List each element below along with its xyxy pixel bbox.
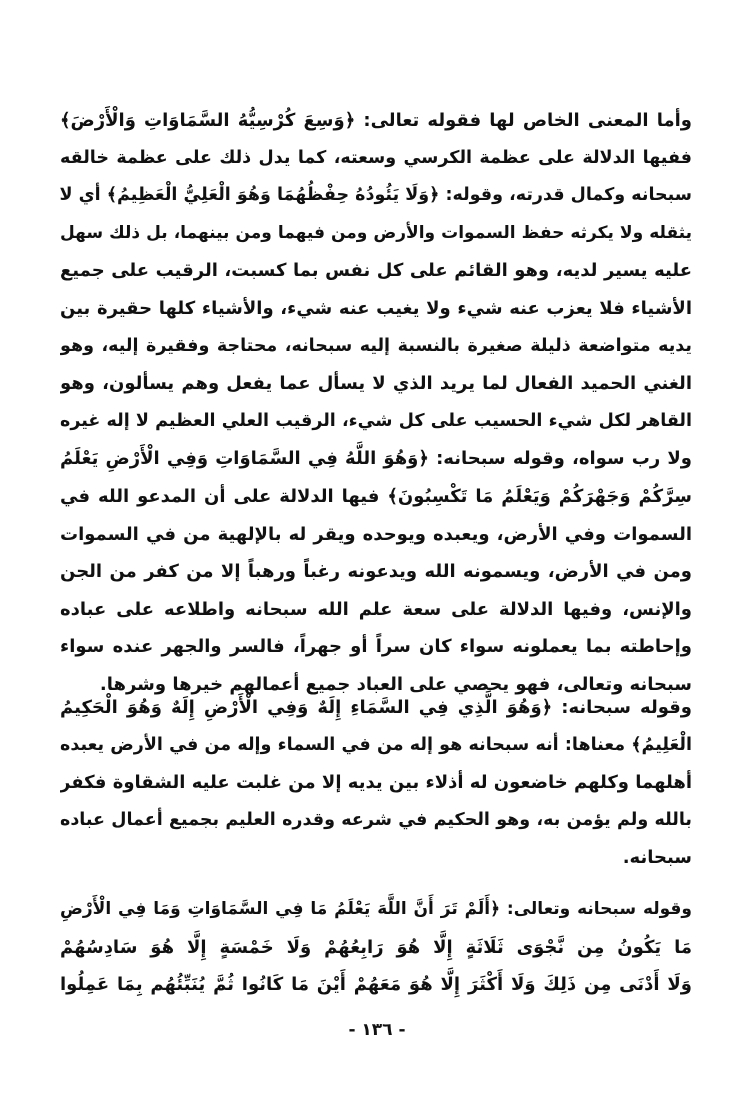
text-line: الْعَلِيمُ﴾ معناها: أنه سبحانه هو إله من في السماء وإله من في الأرض يعبده (60, 734, 692, 755)
paragraph-1 (60, 102, 692, 704)
text-line: ولا رب سواه، وقوله سبحانه: ﴿وَهُوَ اللَّهُ فِي السَّمَاوَاتِ وَفِي الْأَرْضِ يَعْلَمُ (60, 448, 692, 470)
text-line: سبحانه وتعالى، فهو يحصي على العباد جميع أعمالهم خيرها وشرها. (99, 673, 692, 695)
text-line: مَا يَكُونُ مِن نَّجْوَى ثَلَاثَةٍ إِلَّا هُوَ رَابِعُهُمْ وَلَا خَمْسَةٍ إِلَّا هُوَ سَادِسُهُمْ (60, 936, 692, 958)
text-line: ففيها الدلالة على عظمة الكرسي وسعته، كما يدل ذلك على عظمة خالقه (60, 147, 692, 168)
text-line: يديه متواضعة ذليلة صغيرة بالنسبة إليه سبحانه، محتاجة وفقيرة إليه، وهو (60, 335, 692, 356)
text-line: سبحانه وكمال قدرته، وقوله: ﴿وَلَا يَئُودُهُ حِفْظُهُمَا وَهُوَ الْعَلِيُّ الْعَظِيمُ﴾ أي لا (60, 185, 692, 206)
text-line: يثقله ولا يكرثه حفظ السموات والأرض ومن فيهما ومن بينهما، بل ذلك سهل (60, 222, 692, 243)
text-line: ومن في الأرض، ويسمونه الله ويدعونه رغباً ورهباً إلا من كفر من الجن (60, 561, 692, 583)
text-line: السموات وفي الأرض، ويعبده ويوحده ويقر له بالإلهية من في السموات (60, 523, 692, 545)
page-number: - ١٣٦ - (348, 1020, 406, 1040)
text-line: سِرَّكُمْ وَجَهْرَكُمْ وَيَعْلَمُ مَا تَكْسِبُونَ﴾ فيها الدلالة على أن المدعو الله في (60, 485, 692, 507)
text-line: بالله ولم يؤمن به، وهو الحكيم في شرعه وقدره العليم بجميع أعمال عباده (60, 809, 692, 830)
text-line: عليه يسير لديه، وهو القائم على كل نفس بما كسبت، الرقيب على جميع (60, 260, 692, 282)
paragraph-3 (60, 891, 692, 1004)
text-line: القاهر لكل شيء الحسيب على كل شيء، الرقيب العلي العظيم لا إله غيره (60, 410, 692, 431)
text-line: الأشياء فلا يعزب عنه شيء ولا يغيب عنه شيء، والأشياء كلها حقيرة بين (60, 297, 692, 319)
text-line: وقوله سبحانه: ﴿وَهُوَ الَّذِي فِي السَّمَاءِ إِلَهٌ وَفِي الْأَرْضِ إِلَهٌ وَهُوَ الْحَكِيمُ (60, 697, 692, 718)
text-line: وأما المعنى الخاص لها فقوله تعالى: ﴿وَسِعَ كُرْسِيُّهُ السَّمَاوَاتِ وَالْأَرْضَ﴾ (60, 110, 692, 131)
text-line: الغني الحميد الفعال لما يريد الذي لا يسأل عما يفعل وهم يسألون، وهو (60, 373, 692, 395)
text-line: وَلَا أَدْنَى مِن ذَلِكَ وَلَا أَكْثَرَ إِلَّا هُوَ مَعَهُمْ أَيْنَ مَا كَانُوا ثُمَّ يُنَبِّئُهُم بِمَا عَمِلُوا (60, 974, 692, 996)
text-line: سبحانه. (622, 847, 692, 869)
text-line: وإحاطته بما يعملونه سواء كان سراً أو جهراً، فالسر والجهر عنده سواء (60, 636, 692, 658)
text-line: أهلهما وكلهم خاضعون له أذلاء بين يديه إلا من غلبت عليه الشقاوة فكفر (60, 772, 692, 794)
text-line: وقوله سبحانه وتعالى: ﴿أَلَمْ تَرَ أَنَّ اللَّهَ يَعْلَمُ مَا فِي السَّمَاوَاتِ وَمَا فِي الْأَرْضِ (60, 899, 692, 919)
paragraph-2 (60, 689, 692, 877)
text-line: والإنس، وفيها الدلالة على سعة علم الله سبحانه واطلاعه على عباده (60, 598, 692, 620)
